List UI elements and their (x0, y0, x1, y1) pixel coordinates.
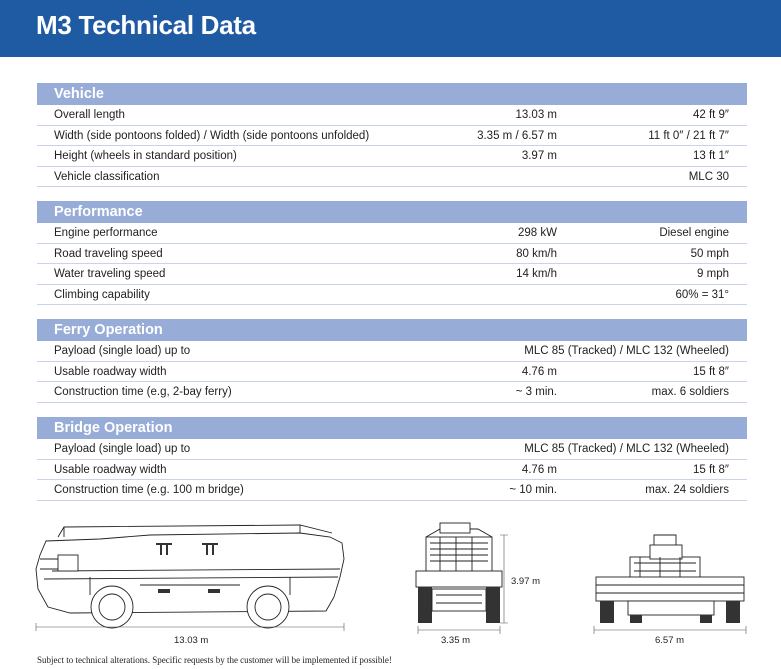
row-label: Engine performance (54, 227, 158, 239)
row-label: Overall length (54, 109, 125, 121)
row-label: Construction time (e.g. 100 m bridge) (54, 484, 244, 496)
row-imperial: MLC 85 (Tracked) / MLC 132 (Wheeled) (524, 345, 729, 357)
title-banner (0, 0, 781, 57)
row-metric: ~ 10 min. (509, 484, 557, 496)
row-label: Height (wheels in standard position) (54, 150, 237, 162)
section-performance (37, 201, 747, 305)
table-row (37, 146, 747, 167)
row-metric: ~ 3 min. (515, 386, 557, 398)
table-row (37, 105, 747, 126)
row-label: Width (side pontoons folded) / Width (side pontoons unfolded) (54, 129, 370, 142)
row-label: Climbing capability (54, 288, 150, 301)
row-metric: 3.35 m / 6.57 m (477, 129, 557, 142)
table-row (37, 460, 747, 481)
section-heading: Vehicle (37, 83, 747, 105)
table-row (37, 167, 747, 188)
table-row (37, 439, 747, 460)
front-view-drawing (416, 523, 508, 634)
unfolded-front-view-drawing (594, 535, 746, 634)
row-imperial: 11 ft 0″ / 21 ft 7″ (648, 129, 729, 142)
section-bridge-operation (37, 417, 747, 501)
table-row (37, 480, 747, 501)
row-metric: 13.03 m (515, 109, 557, 121)
row-label: Usable roadway width (54, 463, 167, 476)
side-view-drawing (36, 525, 344, 631)
row-label: Usable roadway width (54, 365, 167, 378)
section-vehicle (37, 83, 747, 187)
row-imperial: 15 ft 8″ (692, 463, 729, 476)
row-metric: 298 kW (518, 227, 557, 239)
row-imperial: 15 ft 8″ (692, 365, 729, 378)
row-imperial: 42 ft 9″ (692, 109, 729, 121)
row-imperial: MLC 30 (688, 170, 729, 183)
row-label: Vehicle classification (54, 170, 160, 183)
section-ferry-operation (37, 319, 747, 403)
table-row (37, 362, 747, 383)
section-heading: Bridge Operation (37, 417, 747, 439)
row-label: Construction time (e.g, 2-bay ferry) (54, 386, 232, 398)
row-metric: 80 km/h (516, 247, 557, 260)
row-imperial: 50 mph (690, 247, 729, 260)
row-metric: 4.76 m (521, 463, 557, 476)
row-imperial: max. 24 soldiers (645, 484, 729, 496)
table-row (37, 341, 747, 362)
row-label: Road traveling speed (54, 247, 163, 260)
row-imperial: max. 6 soldiers (651, 386, 729, 398)
row-metric: 14 km/h (516, 268, 557, 280)
section-heading: Performance (37, 201, 747, 223)
unfolded-width-label: 6.57 m (655, 635, 685, 646)
vehicle-drawings-svg (0, 515, 781, 655)
row-imperial: 9 mph (697, 268, 729, 280)
table-row (37, 382, 747, 403)
footnote: Subject to technical alterations. Specific requests by the customer will be implemented if possible! (37, 655, 392, 665)
table-row (37, 244, 747, 265)
front-width-label: 3.35 m (441, 635, 471, 646)
table-row (37, 285, 747, 306)
row-label: Water traveling speed (54, 268, 166, 280)
row-imperial: MLC 85 (Tracked) / MLC 132 (Wheeled) (524, 443, 729, 455)
front-height-label: 3.97 m (511, 576, 541, 587)
row-label: Payload (single load) up to (54, 345, 191, 357)
row-metric: 3.97 m (521, 150, 557, 162)
side-length-label: 13.03 m (174, 635, 209, 646)
table-row (37, 223, 747, 244)
page-title: M3 Technical Data (36, 10, 256, 40)
section-heading: Ferry Operation (37, 319, 747, 341)
row-imperial: Diesel engine (659, 227, 729, 239)
table-row (37, 126, 747, 147)
table-row (37, 264, 747, 285)
vehicle-drawings (0, 515, 781, 655)
row-imperial: 60% = 31° (675, 288, 729, 301)
row-metric: 4.76 m (521, 365, 557, 378)
row-label: Payload (single load) up to (54, 443, 191, 455)
row-imperial: 13 ft 1″ (692, 150, 729, 162)
